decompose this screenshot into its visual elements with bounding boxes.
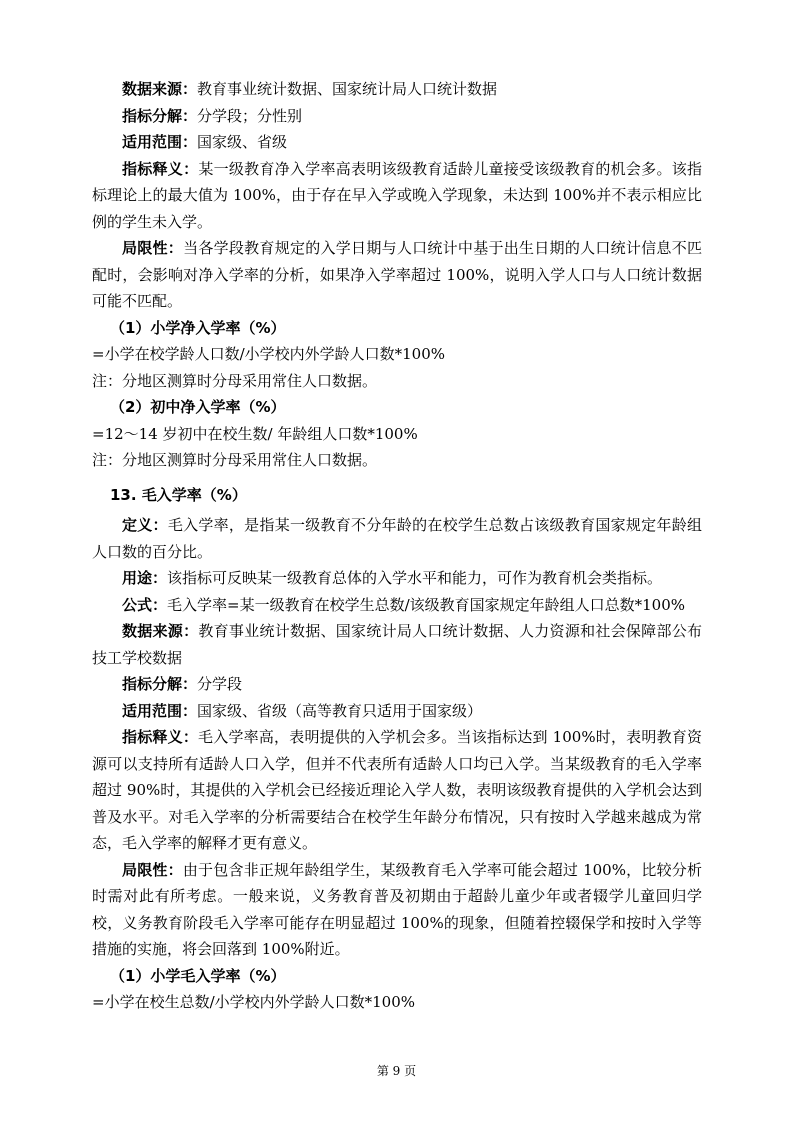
gross-formula-line: [92, 592, 702, 619]
gross-definition-text: 毛入学率，是指某一级教育不分年龄的在校学生总数占该级教育国家规定年龄组人口数的百分比。: [92, 516, 702, 561]
primary-gross-enrollment-heading: （1）小学毛入学率（%）: [110, 966, 286, 985]
primary-net-enrollment-formula: =小学在校学龄人口数/小学校内外学龄人口数*100%: [92, 345, 446, 363]
gross-usage-text: 该指标可反映某一级教育总体的入学水平和能力，可作为教育机会类指标。: [167, 569, 663, 587]
gross-scope-label: 适用范围：: [122, 701, 198, 720]
gross-usage-line: [92, 565, 702, 592]
interpretation-text: 某一级教育净入学率高表明该级教育适龄儿童接受该级教育的机会多。该指标理论上的最大值为 100%，由于存在早入学或晚入学现象，未达到 100%并不表示相应比例的学生未入学。: [92, 159, 702, 231]
breakdown-label: 指标分解：: [122, 106, 198, 125]
primary-net-enrollment-note: 注：分地区测算时分母采用常住人口数据。: [92, 371, 378, 390]
gross-breakdown-line: [92, 671, 702, 698]
interpretation-paragraph: [92, 156, 702, 236]
data-source-text: 教育事业统计数据、国家统计局人口统计数据: [197, 80, 498, 98]
gross-definition-paragraph: [92, 512, 702, 565]
gross-interpretation-label: 指标释义：: [122, 728, 199, 746]
scope-line: [92, 129, 702, 156]
scope-text: 国家级、省级: [197, 133, 288, 151]
interpretation-label: 指标释义：: [122, 159, 199, 178]
gross-usage-label: 用途：: [122, 569, 168, 587]
limitation-paragraph: [92, 235, 702, 315]
section-13-heading: 13. 毛入学率（%）: [110, 485, 247, 504]
limitation-text: 当各学段教育规定的入学日期与人口统计中基于出生日期的人口统计信息不匹配时，会影响对净入学率的分析，如果净入学率超过 100%，说明入学人口与人口统计数据可能不匹配。: [92, 239, 702, 310]
gross-source-label: 数据来源：: [122, 622, 199, 640]
primary-gross-enrollment-formula: =小学在校生总数/小学校内外学龄人口数*100%: [92, 993, 416, 1011]
gross-breakdown-label: 指标分解：: [122, 675, 198, 693]
gross-interpretation-text: 毛入学率高，表明提供的入学机会多。当该指标达到 100%时，表明教育资源可以支持所有适龄人口入学，但并不代表所有适龄人口均已入学。当某级教育的毛入学率超过 90%时，其提供的入学机会已经接近理论入学人数，表明该级教育提供的入学机会达到普及水平。对毛入学率的分析需要结合在校学生年龄分布情况，只有按时入学越来越成为常态，毛入学率的解释才更有意义。: [92, 728, 702, 852]
gross-limitation-label: 局限性：: [122, 860, 183, 879]
gross-scope-text: 国家级、省级（高等教育只适用于国家级）: [197, 701, 483, 720]
limitation-label: 局限性：: [122, 239, 184, 257]
gross-limitation-paragraph: [92, 857, 702, 963]
data-source-label: 数据来源：: [122, 80, 198, 98]
junior-net-enrollment-heading: （2）初中净入学率（%）: [110, 398, 286, 416]
junior-net-enrollment-note: 注：分地区测算时分母采用常住人口数据。: [92, 451, 378, 469]
gross-scope-line: [92, 698, 702, 725]
breakdown-line: [92, 103, 702, 130]
page-content: [92, 76, 702, 1016]
breakdown-text: 分学段；分性别: [197, 106, 303, 125]
primary-net-enrollment-heading: （1）小学净入学率（%）: [110, 318, 286, 337]
gross-interpretation-paragraph: [92, 724, 702, 857]
page-number: 第 9 页: [376, 1064, 417, 1078]
gross-source-paragraph: [92, 618, 702, 671]
gross-source-text: 教育事业统计数据、国家统计局人口统计数据、人力资源和社会保障部公布技工学校数据: [92, 622, 702, 667]
gross-formula-label: 公式：: [122, 595, 168, 614]
gross-formula-text: 毛入学率=某一级教育在校学生总数/该级教育国家规定年龄组人口总数*100%: [167, 595, 686, 614]
scope-label: 适用范围：: [122, 133, 198, 151]
gross-limitation-text: 由于包含非正规年龄组学生，某级教育毛入学率可能会超过 100%，比较分析时需对此有所考虑。一般来说，义务教育普及初期由于超龄儿童少年或者辍学儿童回归学校，义务教育阶段毛入学率可能存在明显超过 100%的现象，但随着控辍保学和按时入学等措施的实施，将会回落到 100%附近。: [92, 860, 702, 958]
junior-net-enrollment-formula: =12～14 岁初中在校生数/ 年龄组人口数*100%: [92, 424, 418, 443]
data-source-line: [92, 76, 702, 103]
gross-definition-label: 定义：: [122, 516, 168, 534]
gross-breakdown-text: 分学段: [197, 675, 243, 693]
